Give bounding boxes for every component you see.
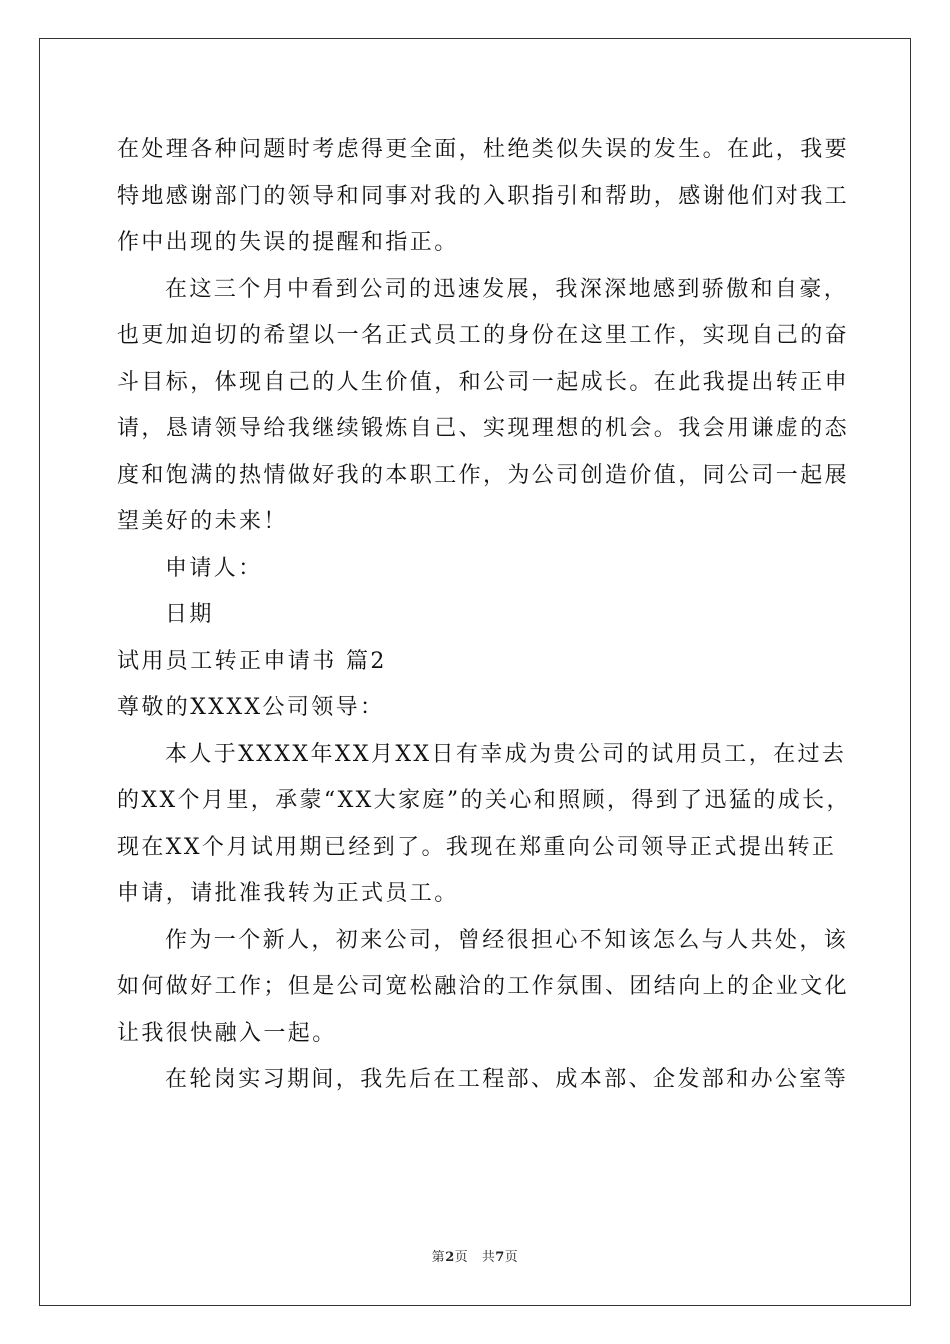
page-total: 7 bbox=[495, 1250, 505, 1265]
applicant-label: 申请人： bbox=[165, 555, 263, 581]
text-line: 如何做好工作；但是公司宽松融洽的工作氛围、团结向上的企业文化 bbox=[117, 974, 850, 999]
text-line: 申请，请批准我转为正式员工。 bbox=[117, 881, 459, 906]
page-prefix: 第 bbox=[431, 1250, 446, 1265]
section-heading: 试用员工转正申请书 篇2 bbox=[117, 648, 387, 674]
text-line: 请，恳请领导给我继续锻炼自己、实现理想的机会。我会用谦虚的态 bbox=[117, 416, 850, 441]
text-line: 现在XX个月试用期已经到了。我现在郑重向公司领导正式提出转正 bbox=[117, 834, 837, 860]
page-current: 2 bbox=[445, 1250, 455, 1265]
text-line: 的XX个月里，承蒙“XX大家庭”的关心和照顾，得到了迅猛的成长， bbox=[117, 788, 851, 813]
page-footer bbox=[0, 1246, 950, 1265]
text-line: 在轮岗实习期间，我先后在工程部、成本部、企发部和办公室等 bbox=[165, 1067, 849, 1092]
text-line: 度和饱满的热情做好我的本职工作，为公司创造价值，同公司一起展 bbox=[117, 462, 850, 488]
date-label: 日期 bbox=[165, 602, 214, 627]
text-line: 本人于XXXX年XX月XX日有幸成为贵公司的试用员工，在过去 bbox=[165, 741, 847, 767]
salutation: 尊敬的XXXX公司领导： bbox=[117, 695, 385, 720]
text-line: 在这三个月中看到公司的迅速发展，我深深地感到骄傲和自豪， bbox=[165, 276, 849, 302]
document-body bbox=[117, 127, 851, 1104]
text-line: 在处理各种问题时考虑得更全面，杜绝类似失误的发生。在此，我要 bbox=[117, 137, 850, 162]
page-suffix: 页 bbox=[504, 1250, 519, 1265]
text-line: 让我很快融入一起。 bbox=[117, 1020, 337, 1046]
text-line: 特地感谢部门的领导和同事对我的入职指引和帮助，感谢他们对我工 bbox=[117, 183, 850, 209]
page-mid: 页 共 bbox=[454, 1250, 496, 1265]
text-line: 望美好的未来！ bbox=[117, 509, 288, 534]
text-line: 也更加迫切的希望以一名正式员工的身份在这里工作，实现自己的奋 bbox=[117, 323, 850, 348]
text-line: 斗目标，体现自己的人生价值，和公司一起成长。在此我提出转正申 bbox=[117, 369, 850, 395]
text-line: 作为一个新人，初来公司，曾经很担心不知该怎么与人共处，该 bbox=[165, 927, 849, 953]
text-line: 作中出现的失误的提醒和指正。 bbox=[117, 230, 459, 255]
